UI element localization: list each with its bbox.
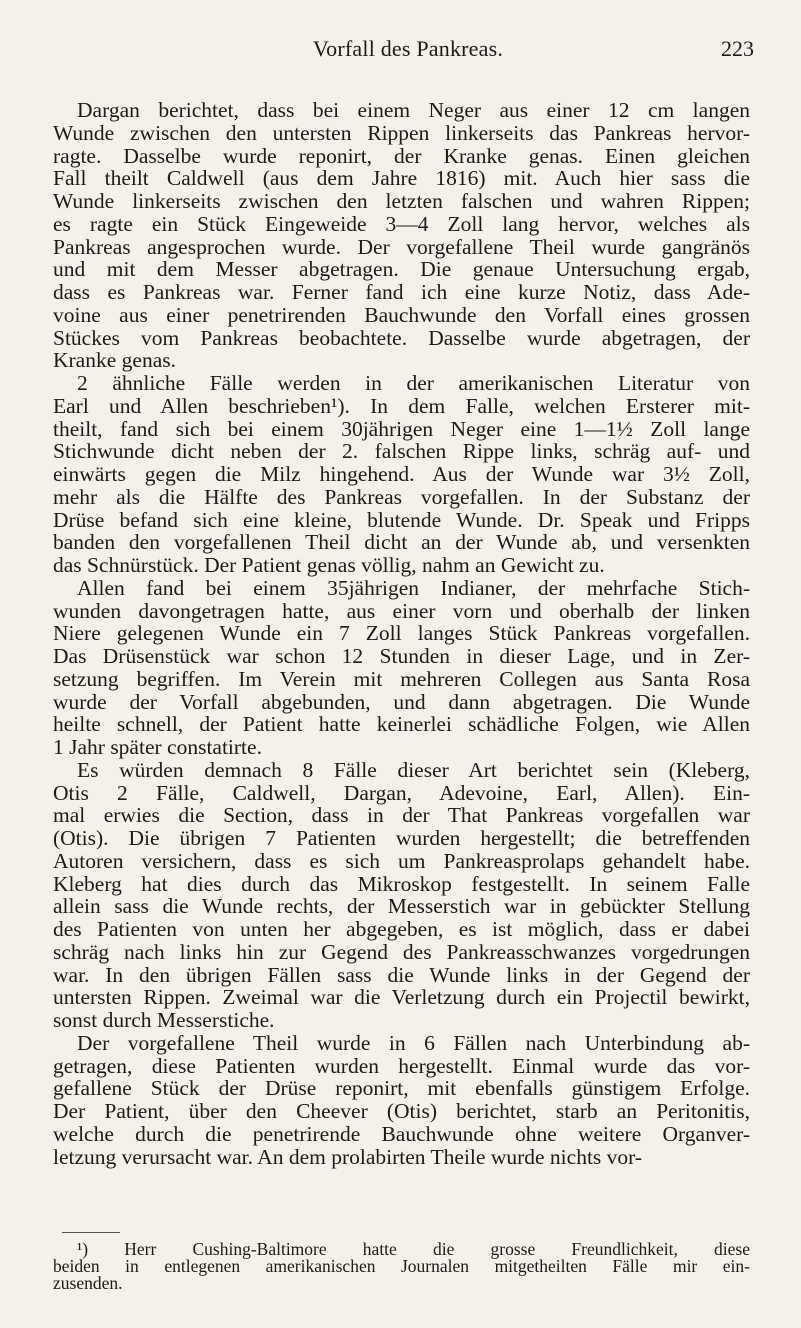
text-line: Der Patient, über den Cheever (Otis) berichtet, starb an Peritonitis, — [53, 1099, 750, 1123]
text-line: mal erwies die Section, dass in der That Pankreas vorgefallen war — [53, 803, 750, 828]
text-line: ragte. Dasselbe wurde reponirt, der Kranke genas. Einen gleichen — [53, 143, 750, 168]
text-line: Der vorgefallene Theil wurde in 6 Fällen nach Unterbindung ab- — [77, 1030, 750, 1055]
text-line: mehr als die Hälfte des Pankreas vorgefallen. In der Substanz der — [53, 484, 750, 509]
footnote-line: beiden in entlegenen amerikanischen Journalen mitgetheilten Fälle mir ein- — [53, 1256, 750, 1276]
text-line: Drüse befand sich eine kleine, blutende Wunde. Dr. Speak und Fripps — [53, 507, 750, 532]
text-line: Stückes vom Pankreas beobachtete. Dasselbe wurde abgetragen, der — [53, 325, 750, 350]
footnote — [53, 1241, 750, 1292]
text-line: Es würden demnach 8 Fälle dieser Art berichtet sein (Kleberg, — [77, 757, 750, 782]
text-line: untersten Rippen. Zweimal war die Verletzung durch ein Projectil bewirkt, — [53, 985, 750, 1010]
text-line: einwärts gegen die Milz hingehend. Aus der Wunde war 3½ Zoll, — [53, 462, 750, 486]
text-line: heilte schnell, der Patient hatte keinerlei schädliche Folgen, wie Allen — [53, 712, 750, 737]
text-line: (Otis). Die übrigen 7 Patienten wurden hergestellt; die betreffenden — [53, 826, 750, 850]
text-line: voine aus einer penetrirenden Bauchwunde den Vorfall eines grossen — [53, 302, 750, 327]
footnote-rule — [62, 1232, 120, 1233]
text-line: Fall theilt Caldwell (aus dem Jahre 1816) mit. Auch hier sass die — [53, 166, 750, 191]
text-line: Das Drüsenstück war schon 12 Stunden in dieser Lage, und in Zer- — [53, 644, 750, 668]
text-line: sonst durch Messerstiche. — [53, 1008, 275, 1032]
text-line: setzung begriffen. Im Verein mit mehreren Collegen aus Santa Rosa — [53, 666, 750, 691]
body-text — [53, 99, 750, 1168]
text-line: Allen fand bei einem 35jährigen Indianer, der mehrfache Stich- — [77, 575, 750, 600]
text-line: allein sass die Wunde rechts, der Messerstich war in gebückter Stellung — [53, 894, 750, 919]
text-line: Dargan berichtet, dass bei einem Neger aus einer 12 cm langen — [77, 98, 750, 122]
text-line: theilt, fand sich bei einem 30jährigen Neger eine 1—1½ Zoll lange — [53, 416, 750, 441]
text-line: Otis 2 Fälle, Caldwell, Dargan, Adevoine, Earl, Allen). Ein- — [53, 780, 750, 805]
text-line: Stichwunde dicht neben der 2. falschen Rippe links, schräg auf- und — [53, 439, 750, 464]
text-line: Kleberg hat dies durch das Mikroskop festgestellt. In seinem Falle — [53, 871, 750, 896]
footnote-line: zusenden. — [53, 1273, 123, 1293]
running-head: Vorfall des Pankreas. — [312, 36, 504, 61]
text-line: Earl und Allen beschrieben¹). In dem Falle, welchen Ersterer mit- — [53, 393, 750, 418]
page-number: 223 — [721, 36, 754, 61]
text-line: getragen, diese Patienten wurden hergestellt. Einmal wurde das vor- — [53, 1053, 750, 1078]
text-line: Niere gelegenen Wunde ein 7 Zoll langes Stück Pankreas vorgefallen. — [53, 621, 750, 646]
text-line: des Patienten von unten her abgegeben, es ist möglich, dass er dabei — [53, 917, 750, 941]
text-line: war. In den übrigen Fällen sass die Wunde links in der Gegend der — [53, 962, 750, 987]
text-line: Wunde zwischen den untersten Rippen linkerseits das Pankreas hervor- — [53, 120, 750, 145]
text-line: Pankreas angesprochen wurde. Der vorgefallene Theil wurde gangränös — [53, 234, 750, 259]
text-line: Autoren versichern, dass es sich um Pankreasprolaps gehandelt habe. — [53, 848, 750, 873]
text-line: wunden davongetragen hatte, aus einer vorn und oberhalb der linken — [53, 598, 750, 623]
text-line: welche durch die penetrirende Bauchwunde ohne weitere Organver- — [53, 1121, 750, 1146]
text-line: schräg nach links hin zur Gegend des Pankreasschwanzes vorgedrungen — [53, 939, 750, 964]
text-line: Kranke genas. — [53, 348, 176, 373]
text-line: letzung verursacht war. An dem prolabirten Theile wurde nichts vor- — [53, 1144, 643, 1169]
text-line: dass es Pankreas war. Ferner fand ich eine kurze Notiz, dass Ade- — [53, 280, 750, 304]
text-line: das Schnürstück. Der Patient genas völlig, nahm an Gewicht zu. — [53, 553, 605, 577]
text-line: wurde der Vorfall abgebunden, und dann abgetragen. Die Wunde — [53, 689, 750, 714]
text-line: Wunde linkerseits zwischen den letzten falschen und wahren Rippen; — [53, 189, 750, 213]
footnote-line: ¹) Herr Cushing-Baltimore hatte die grosse Freundlichkeit, diese — [77, 1239, 750, 1259]
text-line: banden den vorgefallenen Theil dicht an der Wunde ab, und versenkten — [53, 530, 750, 555]
page-header — [62, 36, 754, 66]
text-line: es ragte ein Stück Eingeweide 3—4 Zoll lang hervor, welches als — [53, 211, 750, 236]
text-line: gefallene Stück der Drüse reponirt, mit ebenfalls günstigem Erfolge. — [53, 1076, 750, 1101]
text-line: 1 Jahr später constatirte. — [53, 735, 262, 759]
text-line: 2 ähnliche Fälle werden in der amerikanischen Literatur von — [77, 371, 750, 395]
text-line: und mit dem Messer abgetragen. Die genaue Untersuchung ergab, — [53, 257, 750, 282]
